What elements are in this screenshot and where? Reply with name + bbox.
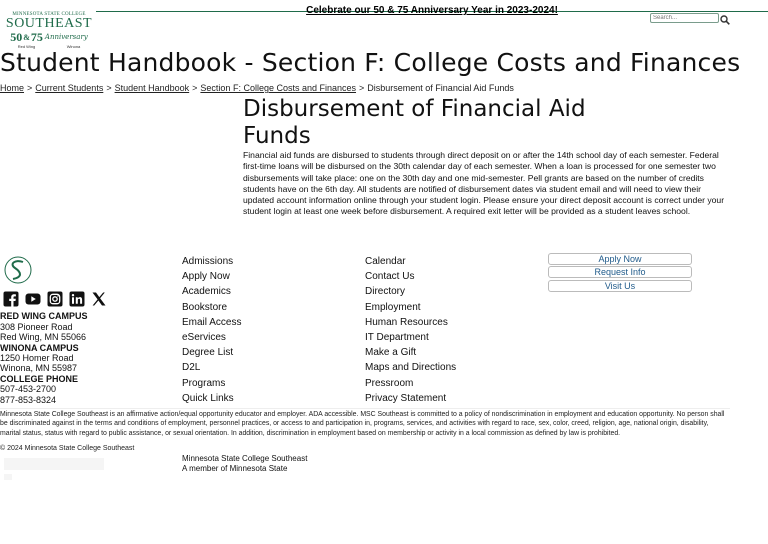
college-logo[interactable] (2, 12, 96, 49)
breadcrumb-separator: > (106, 83, 112, 93)
request-info-button[interactable]: Request Info (548, 266, 692, 278)
footer-link-contact-us[interactable]: Contact Us (365, 271, 415, 283)
breadcrumb-current: Disbursement of Financial Aid Funds (367, 83, 514, 93)
breadcrumb-home[interactable]: Home (0, 83, 25, 93)
minnesota-state-logo-icon[interactable] (2, 456, 112, 482)
winona-city: Winona, MN 55987 (0, 363, 78, 373)
footer-link-d2l[interactable]: D2L (182, 362, 201, 374)
footer-link-admissions[interactable]: Admissions (182, 256, 234, 267)
red-wing-city: Red Wing, MN 55066 (0, 332, 87, 342)
search-input[interactable] (650, 13, 719, 23)
footer-link-academics[interactable]: Academics (182, 286, 231, 298)
footer-logo-icon[interactable] (3, 253, 33, 287)
anniv-75: 75 (30, 29, 43, 44)
breadcrumb-separator: > (192, 83, 198, 93)
footer-link-pressroom[interactable]: Pressroom (365, 377, 414, 389)
anniv-50: 50 (10, 29, 23, 44)
red-wing-campus-label: RED WING CAMPUS (0, 311, 88, 321)
college-phone-label: COLLEGE PHONE (0, 374, 79, 384)
search-icon[interactable] (720, 12, 730, 22)
x-twitter-icon[interactable] (91, 291, 107, 307)
footer-links-col2 (365, 254, 456, 406)
breadcrumb-separator: > (359, 83, 365, 93)
footer-link-directory[interactable]: Directory (365, 286, 406, 298)
youtube-icon[interactable] (25, 291, 41, 307)
visit-us-button[interactable]: Visit Us (548, 280, 692, 292)
footer-link-quick-links[interactable]: Quick Links (182, 392, 234, 404)
footer-link-human-resources[interactable]: Human Resources (365, 316, 448, 328)
linkedin-icon[interactable] (69, 291, 85, 307)
legal-notice: Minnesota State College Southeast is an affirmative action/equal opportunity educator and employer. ADA accessible. MSC Southeast is committed to a policy of nondiscrimination in employment and education opportunity. No person shall be discriminated against in the terms and conditions of employment, personnel practices, or access to and participation in, programs, services, and activities with regard to race, sex, color, creed, religion, age, national origin, disability, marital status, status with regard to public assistance, or sexual orientation. In addition, discrimination in employment based on membership or activity in a local commission as defined by law is prohibited. (0, 408, 730, 438)
instagram-icon[interactable] (47, 291, 63, 307)
announcement-link[interactable]: Celebrate our 50 & 75 Anniversary Year in 2023-2024! (306, 5, 558, 16)
winona-campus-label: WINONA CAMPUS (0, 343, 79, 353)
member-line-college: Minnesota State College Southeast (182, 454, 308, 463)
breadcrumb-student-handbook[interactable]: Student Handbook (114, 83, 190, 93)
breadcrumb (0, 83, 514, 93)
phone-link-1[interactable]: 507-453-2700 (0, 384, 57, 394)
footer-link-eservices[interactable]: eServices (182, 332, 226, 344)
red-wing-street: 308 Pioneer Road (0, 322, 73, 332)
footer-links-col1 (182, 254, 241, 406)
member-line-system: A member of Minnesota State (182, 464, 288, 473)
footer-link-it-department[interactable]: IT Department (365, 332, 429, 344)
footer-link-make-a-gift[interactable]: Make a Gift (365, 347, 417, 359)
logo-campus-winona: Winona (66, 44, 81, 49)
apply-now-button[interactable]: Apply Now (548, 253, 692, 265)
member-block (182, 454, 307, 474)
breadcrumb-current-students[interactable]: Current Students (35, 83, 104, 93)
logo-campus-red-wing: Red Wing (17, 44, 36, 49)
logo-small-text: MINNESOTA STATE COLLEGE (12, 12, 86, 17)
announcement-bar (96, 0, 768, 16)
logo-big-text: SOUTHEAST (5, 16, 93, 31)
winona-street: 1250 Homer Road (0, 353, 74, 363)
facebook-icon[interactable] (3, 291, 19, 307)
social-links (3, 291, 107, 307)
article-title: Disbursement of Financial Aid Funds (243, 96, 586, 149)
footer-link-calendar[interactable]: Calendar (365, 256, 406, 267)
article-body: Financial aid funds are disbursed to students through direct deposit on or after the 14th school day of each semester. Federal first-time loans will be disbursed on the 30th calendar day of each semester. When a loan is processed for one semester two disbursements will take place: one on the 30th day and one mid-semester. Pell grants are based on the number of credits students have on the 6th day. All students are notified of disbursement dates via student email and will need to view their updated account information online through your student login. Please ensure your direct deposit account is correct under your student login at least one week before disbursement. A required exit letter will be provided as a student leaves school. (243, 150, 725, 217)
breadcrumb-section-f[interactable]: Section F: College Costs and Finances (200, 83, 357, 93)
footer-link-bookstore[interactable]: Bookstore (182, 301, 228, 313)
copyright: © 2024 Minnesota State College Southeast (0, 445, 135, 452)
page-title: Student Handbook - Section F: College Costs and Finances (0, 48, 741, 77)
phone-link-2[interactable]: 877-853-8324 (0, 395, 57, 405)
footer-link-email-access[interactable]: Email Access (182, 316, 242, 328)
footer-link-employment[interactable]: Employment (365, 301, 421, 313)
footer-link-privacy-statement[interactable]: Privacy Statement (365, 392, 447, 404)
footer-link-apply-now[interactable]: Apply Now (182, 271, 230, 283)
footer-link-programs[interactable]: Programs (182, 377, 226, 389)
breadcrumb-separator: > (27, 83, 33, 93)
footer-link-maps-directions[interactable]: Maps and Directions (365, 362, 457, 374)
anniversary-mark: 50 & 75 Anniversary (10, 29, 88, 44)
anniv-word: Anniversary (44, 33, 88, 41)
footer-link-degree-list[interactable]: Degree List (182, 347, 234, 359)
